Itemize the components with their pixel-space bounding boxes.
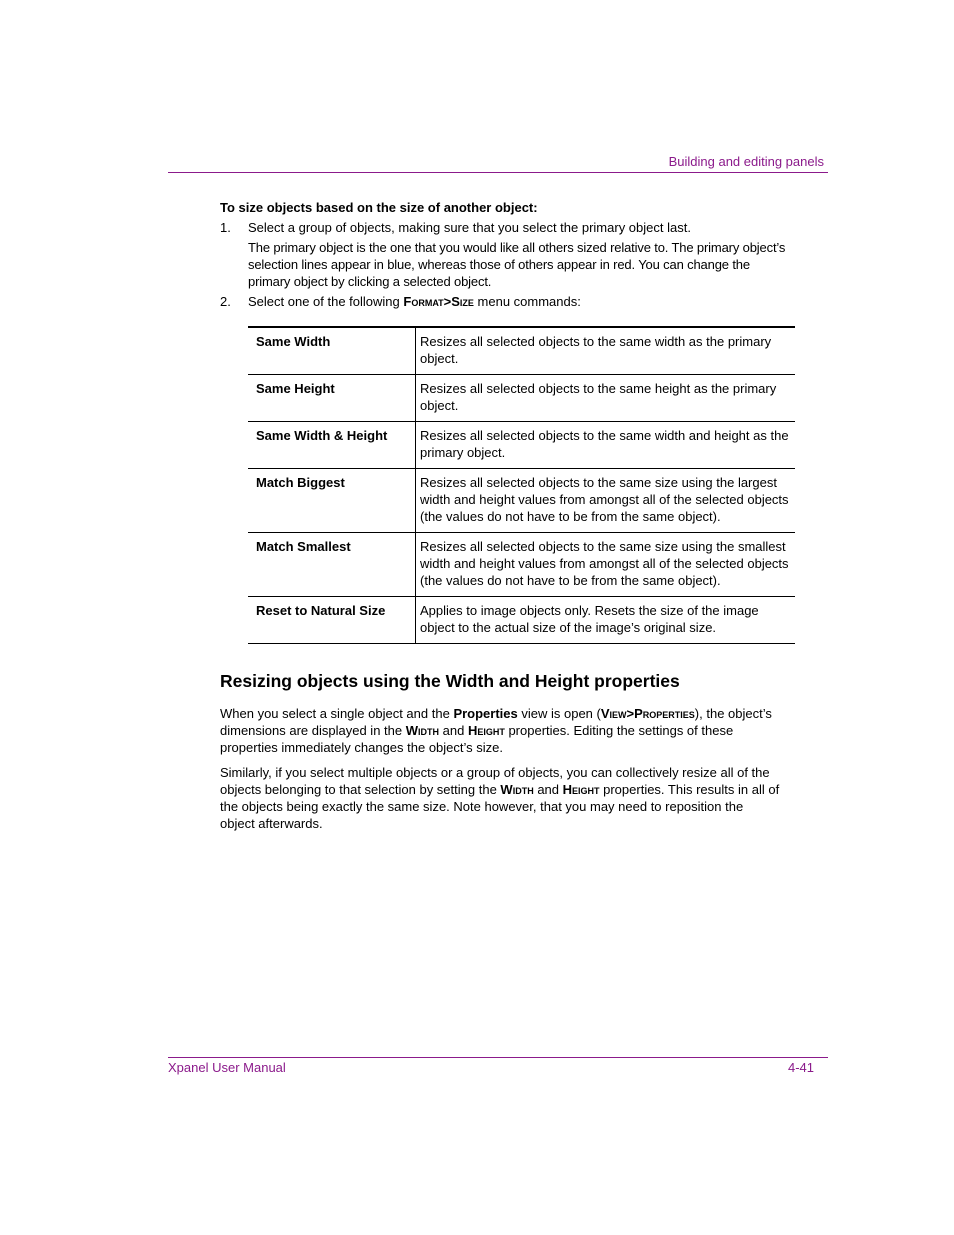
command-description: Resizes all selected objects to the same height as the primary object. (416, 375, 796, 422)
command-name: Same Width & Height (248, 422, 416, 469)
command-name: Match Smallest (248, 533, 416, 597)
footer-page-number: 4-41 (787, 1060, 814, 1075)
table-row (248, 327, 795, 375)
table-row (248, 469, 795, 533)
text-run: and (439, 723, 468, 738)
text-run: When you select a single object and the (220, 706, 454, 721)
text-run: and (533, 782, 563, 797)
height-property-term: Height (562, 782, 600, 797)
properties-term: Properties (453, 706, 518, 721)
command-description: Resizes all selected objects to the same width as the primary object. (416, 327, 796, 375)
command-description: Resizes all selected objects to the same width and height as the primary object. (416, 422, 796, 469)
height-property-term: Height (467, 723, 505, 738)
table-row (248, 422, 795, 469)
section-heading: Resizing objects using the Width and Height properties (220, 671, 680, 691)
text-run: properties. Editing the settings of these properties immediately changes the object’s size. (220, 723, 734, 755)
command-name: Same Height (248, 375, 416, 422)
step-1-note: The primary object is the one that you would like all others sized relative to. The primary object’s selection lines appear in blue, whereas those of others appear in red. You can change the primary object by clicking a selected object. (248, 240, 786, 289)
text-run: ), the object’s dimensions are displayed in the (220, 706, 772, 738)
text-run: Similarly, if you select multiple objects or a group of objects, you can collectively resize all of the objects belonging to that selection by setting the (220, 765, 770, 797)
width-property-term: Width (500, 782, 534, 797)
body-paragraph-2 (220, 764, 780, 832)
footer-divider (168, 1057, 828, 1058)
command-name: Match Biggest (248, 469, 416, 533)
command-description: Resizes all selected objects to the same size using the largest width and height values from amongst all of the selected objects (the values do not have to be from the same object). (416, 469, 796, 533)
table-row (248, 533, 795, 597)
footer-manual-title: Xpanel User Manual (168, 1060, 286, 1075)
command-description: Applies to image objects only. Resets the size of the image object to the actual size of the image’s original size. (416, 597, 796, 644)
text-run: view is open ( (517, 706, 601, 721)
running-header: Building and editing panels (668, 154, 824, 169)
step-2-text-after: menu commands: (473, 294, 581, 309)
step-2 (220, 293, 800, 310)
page-content (220, 199, 800, 840)
view-properties-menu-path: View>Properties (600, 706, 695, 721)
table-row (248, 375, 795, 422)
format-size-menu-path: Format>Size (403, 294, 474, 309)
width-property-term: Width (405, 723, 440, 738)
step-2-text-before: Select one of the following (248, 294, 404, 309)
size-commands-table (248, 326, 795, 644)
command-name: Reset to Natural Size (248, 597, 416, 644)
command-name: Same Width (248, 327, 416, 375)
procedure-title: To size objects based on the size of another object: (220, 200, 538, 215)
body-paragraph-1 (220, 705, 780, 756)
step-1-text: Select a group of objects, making sure that you select the primary object last. (248, 220, 691, 235)
command-description: Resizes all selected objects to the same size using the smallest width and height values from amongst all of the selected objects (the values do not have to be from the same object). (416, 533, 796, 597)
header-divider (168, 172, 828, 173)
table-row (248, 597, 795, 644)
step-1-number: 1. (220, 220, 231, 235)
step-1 (220, 219, 800, 236)
step-2-number: 2. (220, 294, 231, 309)
text-run: properties. This results in all of the objects being exactly the same size. Note however, that you may need to reposition the object afterwards. (220, 782, 780, 831)
